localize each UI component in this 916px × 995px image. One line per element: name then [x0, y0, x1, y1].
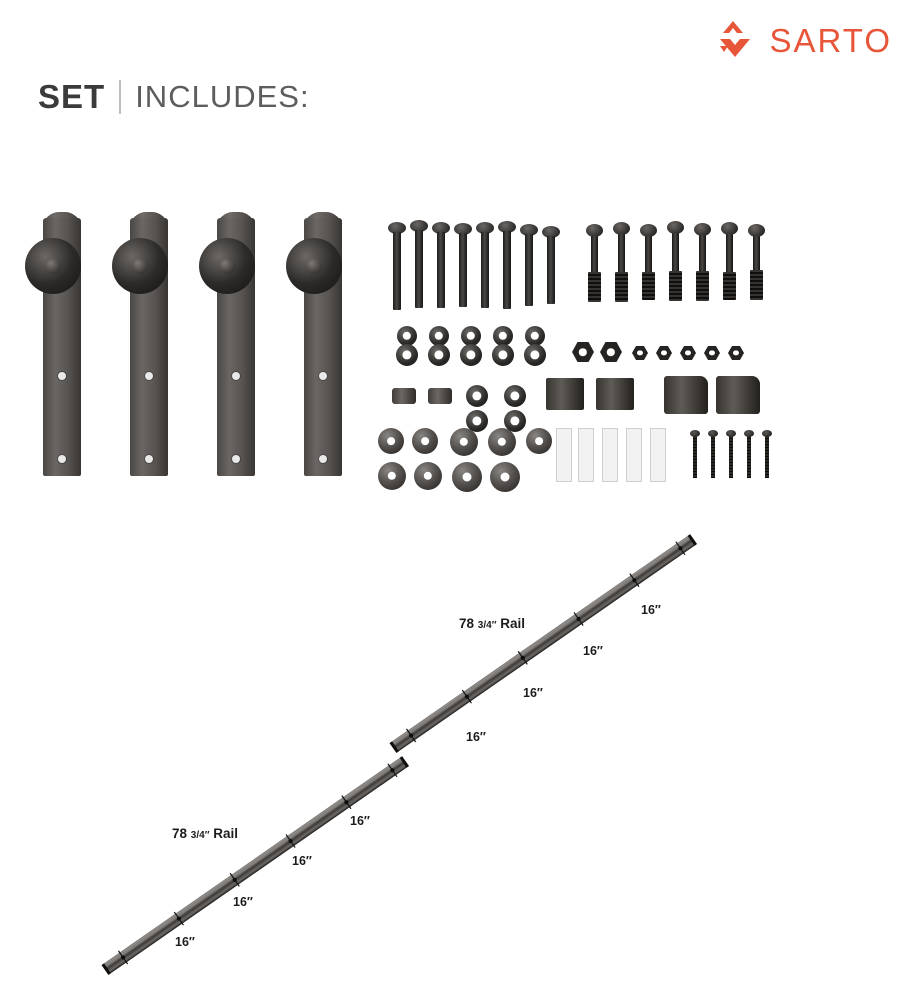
- anchor-bolt-shank: [699, 235, 706, 275]
- shim-plate: [556, 428, 572, 482]
- small-screw-shank: [765, 436, 769, 478]
- upper-rail-tick-5: 16″: [641, 603, 661, 617]
- hanger-wheel-hub: [132, 258, 148, 274]
- hex-nut: [704, 346, 720, 360]
- spacer: [488, 428, 516, 456]
- hex-nut: [728, 346, 744, 360]
- lag-screw-shank: [459, 233, 467, 307]
- lag-screw-shank: [547, 236, 555, 304]
- anchor-bolt-shank: [618, 234, 625, 276]
- lower-rail-length-label: [172, 826, 238, 841]
- washer: [461, 326, 481, 346]
- anchor-bolt-shank: [591, 236, 598, 276]
- hanger-wheel-hub: [219, 258, 235, 274]
- spacer: [412, 428, 438, 454]
- washer: [428, 344, 450, 366]
- lag-screw-shank: [525, 234, 533, 306]
- spacer: [526, 428, 552, 454]
- anchor-sleeve: [615, 272, 628, 302]
- hex-nut: [680, 346, 696, 360]
- upper-rail-tick-2: 16″: [466, 730, 486, 744]
- spacer: [378, 462, 406, 490]
- upper-rail-length-value: 78: [459, 616, 475, 631]
- parts-illustration: [0, 200, 916, 510]
- spacer: [450, 428, 478, 456]
- shim-plate: [578, 428, 594, 482]
- washer: [460, 344, 482, 366]
- hex-nut: [572, 342, 594, 362]
- lower-rail-name: Rail: [213, 826, 239, 841]
- lower-rail-length-fraction: 3/4″: [190, 830, 210, 841]
- shim-plate: [602, 428, 618, 482]
- hanger-strap-2: [105, 200, 191, 475]
- hanger-hole: [319, 372, 327, 380]
- upper-rail-tick-3: 16″: [523, 686, 543, 700]
- lower-rail-tick-4: 16″: [292, 854, 312, 868]
- hex-nut: [632, 346, 648, 360]
- lag-screw-shank: [437, 232, 445, 308]
- anchor-sleeve: [750, 270, 763, 300]
- shim-plate: [626, 428, 642, 482]
- spacer: [452, 462, 482, 492]
- washer: [492, 344, 514, 366]
- anchor-sleeve: [588, 272, 601, 302]
- anchor-sleeve: [723, 272, 736, 300]
- washer: [397, 326, 417, 346]
- washer: [525, 326, 545, 346]
- hanger-strap-4: [279, 200, 365, 475]
- small-screw-shank: [711, 436, 715, 478]
- spacer: [490, 462, 520, 492]
- hanger-hole: [58, 455, 66, 463]
- hex-nut: [600, 342, 622, 362]
- hex-nut: [656, 346, 672, 360]
- hanger-hole: [232, 455, 240, 463]
- hanger-hole: [145, 372, 153, 380]
- lag-screw-shank: [503, 231, 511, 309]
- anchor-bolt-shank: [672, 233, 679, 275]
- sarto-chevron-logo-icon: [710, 18, 756, 64]
- upper-rail-tick-4: 16″: [583, 644, 603, 658]
- anchor-bolt-shank: [645, 236, 652, 276]
- upper-rail-length-label: [459, 616, 525, 631]
- upper-rail-length-fraction: 3/4″: [477, 620, 497, 631]
- door-stopper-block: [716, 376, 760, 414]
- lag-screw-shank: [415, 230, 423, 308]
- anti-jump-block: [596, 378, 634, 410]
- upper-rail-name: Rail: [500, 616, 526, 631]
- rail-diagram: [0, 520, 916, 990]
- floor-guide-bracket: [428, 388, 452, 404]
- hanger-strap-3: [192, 200, 278, 475]
- title-set-word: SET: [38, 78, 106, 115]
- title-includes-word: INCLUDES:: [135, 79, 310, 114]
- title-divider: [119, 80, 121, 114]
- brand-logo: [710, 18, 893, 64]
- lower-rail-length-value: 78: [172, 826, 188, 841]
- round-cap: [466, 385, 488, 407]
- lag-screw-shank: [393, 232, 401, 310]
- anchor-sleeve: [696, 271, 709, 301]
- anchor-bolt-shank: [753, 236, 760, 274]
- lower-rail-tick-2: 16″: [175, 935, 195, 949]
- door-stopper-block: [664, 376, 708, 414]
- small-screw-shank: [747, 436, 751, 478]
- lower-rail-tick-5: 16″: [350, 814, 370, 828]
- hanger-wheel-hub: [306, 258, 322, 274]
- lower-rail: [100, 755, 410, 977]
- page-title: [38, 78, 310, 116]
- washer: [429, 326, 449, 346]
- anchor-sleeve: [669, 271, 682, 301]
- small-screw-shank: [693, 436, 697, 478]
- anti-jump-block: [546, 378, 584, 410]
- rail-diagram-svg: [0, 520, 916, 990]
- washer: [493, 326, 513, 346]
- hanger-hole: [319, 455, 327, 463]
- hanger-hole: [145, 455, 153, 463]
- round-cap: [504, 385, 526, 407]
- hanger-wheel-hub: [45, 258, 61, 274]
- spacer: [378, 428, 404, 454]
- hanger-hole: [58, 372, 66, 380]
- washer: [396, 344, 418, 366]
- hanger-hole: [232, 372, 240, 380]
- floor-guide-bracket: [392, 388, 416, 404]
- shim-plate: [650, 428, 666, 482]
- spacer: [414, 462, 442, 490]
- hanger-strap-1: [18, 200, 104, 475]
- small-screw-shank: [729, 436, 733, 478]
- anchor-bolt-shank: [726, 234, 733, 276]
- anchor-sleeve: [642, 272, 655, 300]
- brand-wordmark: SARTO: [769, 22, 892, 59]
- lag-screw-shank: [481, 232, 489, 308]
- upper-rail: [388, 533, 698, 755]
- lower-rail-tick-3: 16″: [233, 895, 253, 909]
- washer: [524, 344, 546, 366]
